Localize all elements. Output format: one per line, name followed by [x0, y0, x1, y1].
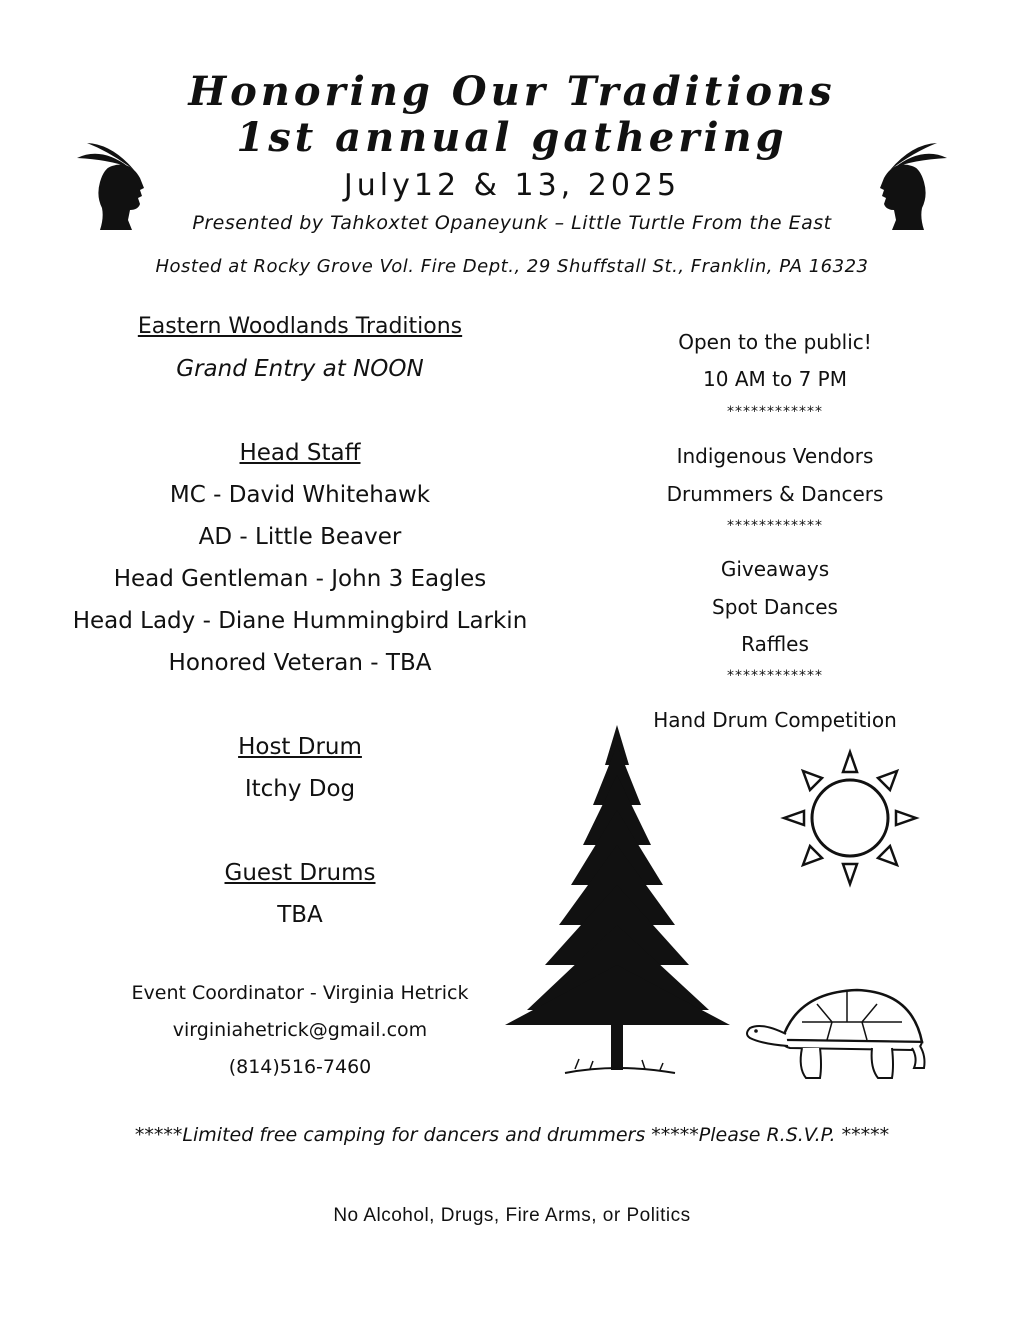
giveaways: Giveaways	[720, 557, 830, 581]
event-rules: No Alcohol, Drugs, Fire Arms, or Politics	[333, 1205, 691, 1226]
pine-tree-icon	[505, 725, 730, 1085]
event-date: July12 & 13, 2025	[343, 168, 681, 203]
guest-drums-heading: Guest Drums	[224, 860, 376, 886]
hand-drum-competition: Hand Drum Competition	[653, 708, 897, 732]
title-line-2: 1st annual gathering	[236, 114, 788, 161]
camping-note: *****Limited free camping for dancers and drummers *****Please R.S.V.P. *****	[134, 1124, 890, 1146]
presented-by: Presented by Tahkoxtet Opaneyunk – Little Turtle From the East	[192, 212, 832, 234]
raffles: Raffles	[741, 632, 809, 656]
separator: ************	[727, 668, 823, 684]
grand-entry: Grand Entry at NOON	[176, 356, 424, 382]
sun-icon	[780, 748, 920, 888]
drummers-dancers: Drummers & Dancers	[666, 482, 884, 506]
staff-ad: AD - Little Beaver	[198, 524, 402, 550]
hours: 10 AM to 7 PM	[703, 367, 847, 391]
headdress-silhouette-icon	[72, 138, 162, 233]
separator: ************	[727, 404, 823, 420]
staff-honored-veteran: Honored Veteran - TBA	[168, 650, 432, 676]
coordinator-phone: (814)516-7460	[228, 1056, 372, 1078]
headdress-silhouette-icon	[862, 138, 952, 233]
traditions-heading: Eastern Woodlands Traditions	[137, 314, 463, 339]
host-drum: Itchy Dog	[244, 776, 356, 802]
head-staff-heading: Head Staff	[239, 440, 361, 466]
host-drum-heading: Host Drum	[238, 734, 362, 760]
staff-mc: MC - David Whitehawk	[169, 482, 431, 508]
staff-head-gentleman: Head Gentleman - John 3 Eagles	[113, 566, 487, 592]
title-line-1: Honoring Our Traditions	[188, 68, 836, 115]
vendors: Indigenous Vendors	[676, 444, 874, 468]
turtle-icon	[742, 982, 932, 1086]
staff-head-lady: Head Lady - Diane Hummingbird Larkin	[72, 608, 528, 634]
open-to-public: Open to the public!	[678, 330, 872, 354]
event-coordinator: Event Coordinator - Virginia Hetrick	[131, 982, 469, 1004]
hosted-location: Hosted at Rocky Grove Vol. Fire Dept., 29 Shuffstall St., Franklin, PA 16323	[155, 256, 869, 277]
guest-drums: TBA	[277, 902, 323, 928]
spot-dances: Spot Dances	[712, 595, 838, 619]
separator: ************	[727, 518, 823, 534]
coordinator-email[interactable]: virginiahetrick@gmail.com	[172, 1019, 428, 1041]
